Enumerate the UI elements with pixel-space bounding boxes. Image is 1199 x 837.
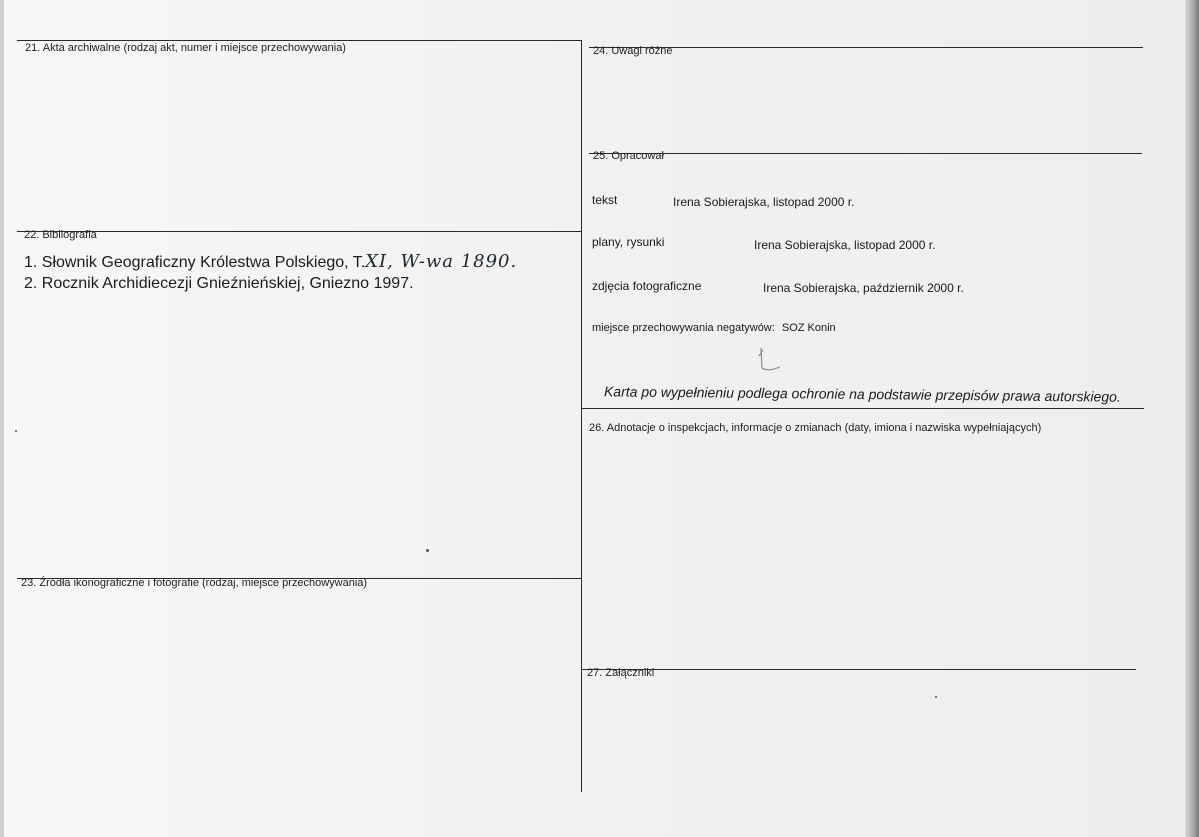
author-row-plans-key: plany, rysunki: [592, 235, 665, 249]
column-divider: [581, 40, 582, 792]
bibliography-item-1-handwritten: XI, W-wa 1890.: [365, 251, 518, 272]
negatives-label: miejsce przechowywania negatywów:: [592, 322, 775, 334]
paper-edge-right: [1185, 0, 1199, 837]
paper-speck: [15, 430, 17, 432]
paper-speck: [426, 549, 429, 552]
author-row-photos-key: zdjęcia fotograficzne: [592, 279, 702, 293]
paper-edge-left: [0, 0, 4, 837]
negatives-value: SOZ Konin: [781, 322, 836, 334]
section-22-label: 22. Bibliografia: [24, 229, 97, 241]
bibliography-item-1: [24, 252, 517, 273]
author-row-plans-value: Irena Sobierajska, listopad 2000 r.: [754, 238, 936, 252]
author-row-text-key: tekst: [592, 193, 618, 207]
section-25-label: 25. Opracował: [593, 150, 664, 162]
section-22-rule: [17, 231, 582, 232]
bibliography-item-1-printed: 1. Słownik Geograficzny Królestwa Polskiego, T.: [24, 254, 366, 271]
section-25-rule: [589, 153, 1142, 154]
section-23-label: 23. Źródła ikonograficzne i fotografie (rodzaj, miejsce przechowywania): [21, 577, 368, 589]
section-27-rule: [582, 669, 1136, 670]
section-26-label: 26. Adnotacje o inspekcjach, informacje o zmianach (daty, imiona i nazwiska wypełniających): [589, 422, 1042, 434]
author-row-text-value: Irena Sobierajska, listopad 2000 r.: [673, 195, 855, 209]
signature-mark: [756, 346, 786, 376]
section-26-rule: [582, 408, 1144, 409]
section-27-label: 27. Załączniki: [587, 667, 655, 679]
author-row-photos-value: Irena Sobierajska, październik 2000 r.: [763, 281, 964, 295]
bibliography-item-2: 2. Rocznik Archidiecezji Gnieźnieńskiej, Gniezno 1997.: [24, 275, 414, 292]
paper-speck: [935, 696, 937, 698]
section-21-rule: [17, 40, 582, 41]
section-24-label: 24. Uwagi różne: [593, 45, 673, 57]
negatives-row: [592, 321, 836, 335]
copyright-note: Karta po wypełnieniu podlega ochronie na podstawie przepisów prawa autorskiego.: [603, 383, 1121, 405]
section-21-label: 21. Akta archiwalne (rodzaj akt, numer i miejsce przechowywania): [25, 42, 346, 54]
